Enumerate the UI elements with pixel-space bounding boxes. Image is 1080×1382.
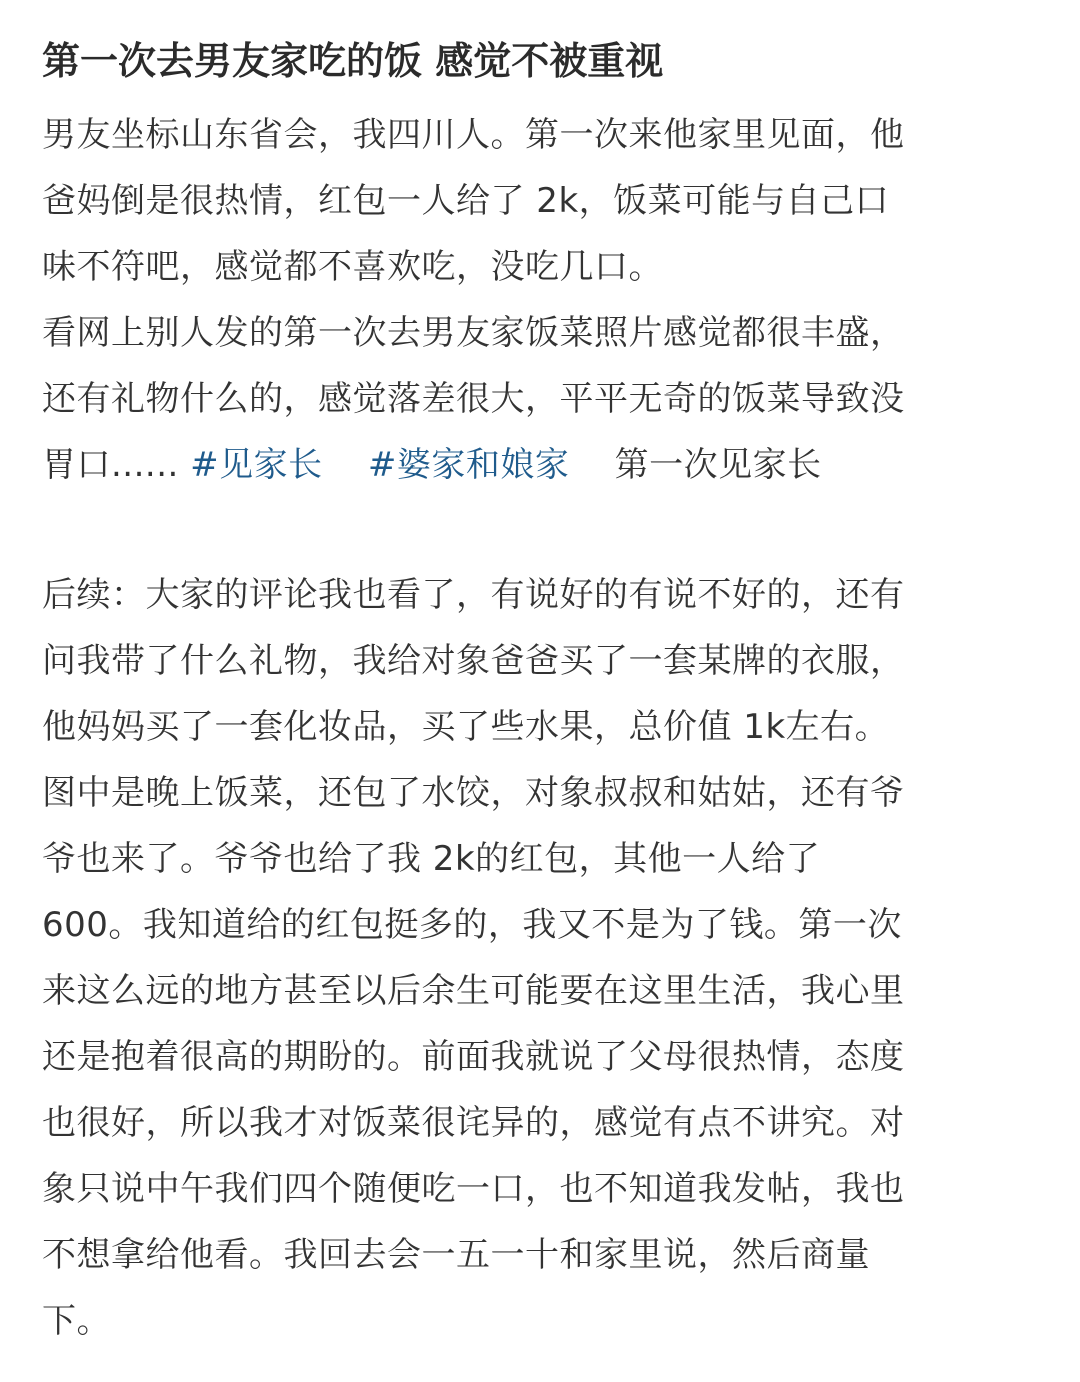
body-line: 他妈妈买了一套化妆品，买了些水果，总价值 1k左右。 xyxy=(42,707,890,747)
body-line: 象只说中午我们四个随便吃一口，也不知道我发帖，我也 xyxy=(42,1169,905,1209)
post-body-paragraph-2 xyxy=(42,562,1042,1354)
body-line: 味不符吧，感觉都不喜欢吃，没吃几口。 xyxy=(42,247,663,287)
body-line: 还是抱着很高的期盼的。前面我就说了父母很热情，态度 xyxy=(42,1037,905,1077)
topic-first-meet-parents[interactable]: 第一次见家长 xyxy=(614,445,822,485)
body-line: 爸妈倒是很热情，红包一人给了 2k，饭菜可能与自己口 xyxy=(42,181,890,221)
body-line: 来这么远的地方甚至以后余生可能要在这里生活，我心里 xyxy=(42,971,905,1011)
body-line-end: 胃口...... xyxy=(42,445,179,485)
body-line: 下。 xyxy=(42,1301,111,1341)
post-title: 第一次去男友家吃的饭 感觉不被重视 xyxy=(42,39,664,83)
body-line: 不想拿给他看。我回去会一五一十和家里说，然后商量 xyxy=(42,1235,870,1275)
body-line: 600。我知道给的红包挺多的，我又不是为了钱。第一次 xyxy=(42,905,902,945)
post-body-paragraph-1 xyxy=(42,102,1042,498)
body-line: 也很好，所以我才对饭菜很诧异的，感觉有点不讲究。对 xyxy=(42,1103,905,1143)
body-line: 后续：大家的评论我也看了，有说好的有说不好的，还有 xyxy=(42,575,905,615)
body-line: 男友坐标山东省会，我四川人。第一次来他家里见面，他 xyxy=(42,115,905,155)
hashtag-pojia-he-niangjia[interactable]: #婆家和娘家 xyxy=(367,445,570,485)
body-line: 问我带了什么礼物，我给对象爸爸买了一套某牌的衣服， xyxy=(42,641,905,681)
body-line: 图中是晚上饭菜，还包了水饺，对象叔叔和姑姑，还有爷 xyxy=(42,773,905,813)
hashtag-jianjiazhang[interactable]: #见家长 xyxy=(190,445,323,485)
body-line: 爷也来了。爷爷也给了我 2k的红包，其他一人给了 xyxy=(42,839,821,879)
body-line: 看网上别人发的第一次去男友家饭菜照片感觉都很丰盛， xyxy=(42,313,905,353)
tags-line xyxy=(42,432,1042,498)
body-line: 还有礼物什么的，感觉落差很大，平平无奇的饭菜导致没 xyxy=(42,379,905,419)
paragraph-gap xyxy=(42,498,1042,562)
